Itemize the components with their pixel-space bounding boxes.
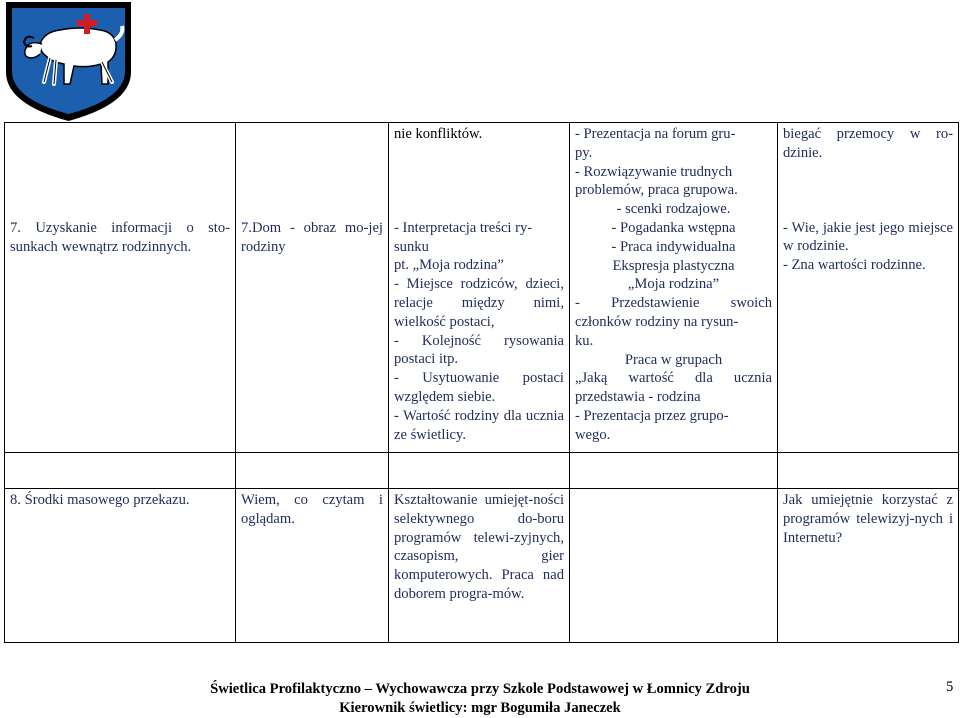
tasks-text-8: Kształtowanie umiejęt-ności selektywnego do-boru programów telewi-zyjnych, czasopism, gier komputerowych. Praca nad doborem progra-mów. <box>389 489 570 643</box>
outcomes-text-7: - Wie, jakie jest jego miejsce w rodzinie. - Zna wartości rodzinne. <box>783 219 953 274</box>
table-cell-goal <box>5 123 236 453</box>
table-cell-tasks <box>389 123 570 453</box>
outcomes-text-8: Jak umiejętnie korzystać z programów telewizyj-nych i Internetu? <box>778 489 959 643</box>
table-row <box>5 489 959 643</box>
topic-text-7: 7.Dom - obraz mo-jej rodziny <box>241 220 383 255</box>
page-number: 5 <box>946 679 954 695</box>
table-cell-methods <box>570 123 778 453</box>
tasks-prev-text: nie konfliktów. <box>394 126 483 142</box>
methods-prev-text: - Prezentacja na forum gru- py. - Rozwiązywanie trudnych problemów, praca grupowa. - scenki rodzajowe. <box>575 126 738 218</box>
goal-text-8: 8. Środki masowego przekazu. <box>5 489 236 643</box>
topic-text-8: Wiem, co czytam i oglądam. <box>236 489 389 643</box>
footer-institution: Świetlica Profilaktyczno – Wychowawcza przy Szkole Podstawowej w Łomnicy Zdroju <box>210 681 750 697</box>
page-footer <box>0 680 960 718</box>
methods-text-7: - Pogadanka wstępna - Praca indywidualna Ekspresja plastyczna „Moja rodzina” - Przedstawienie swoich członków rodziny na rysun- ku. Praca w grupach „Jaką wartość dla ucznia przedstawia - rodzina - Prezentacja przez grupo- wego. <box>575 219 772 443</box>
methods-text-8 <box>570 489 778 643</box>
coat-of-arms-emblem <box>4 0 133 123</box>
table-row-spacer <box>5 453 959 489</box>
tasks-text-7: - Interpretacja treści ry- sunku pt. „Moja rodzina” - Miejsce rodziców, dzieci, relacje między nimi, wielkość postaci, - Kolejność rysowania postaci itp. - Usytuowanie postaci względem siebie. - Wartość rodziny dla ucznia ze świetlicy. <box>394 219 564 443</box>
outcomes-prev-text: biegać przemocy w ro-dzinie. <box>783 126 953 161</box>
curriculum-table <box>4 122 959 643</box>
table-cell-topic <box>236 123 389 453</box>
footer-author: Kierownik świetlicy: mgr Bogumiła Janeczek <box>339 700 621 716</box>
table-cell-outcomes <box>778 123 959 453</box>
goal-text-7: 7. Uzyskanie informacji o sto-sunkach wewnątrz rodzinnych. <box>10 220 230 255</box>
table-row <box>5 123 959 453</box>
